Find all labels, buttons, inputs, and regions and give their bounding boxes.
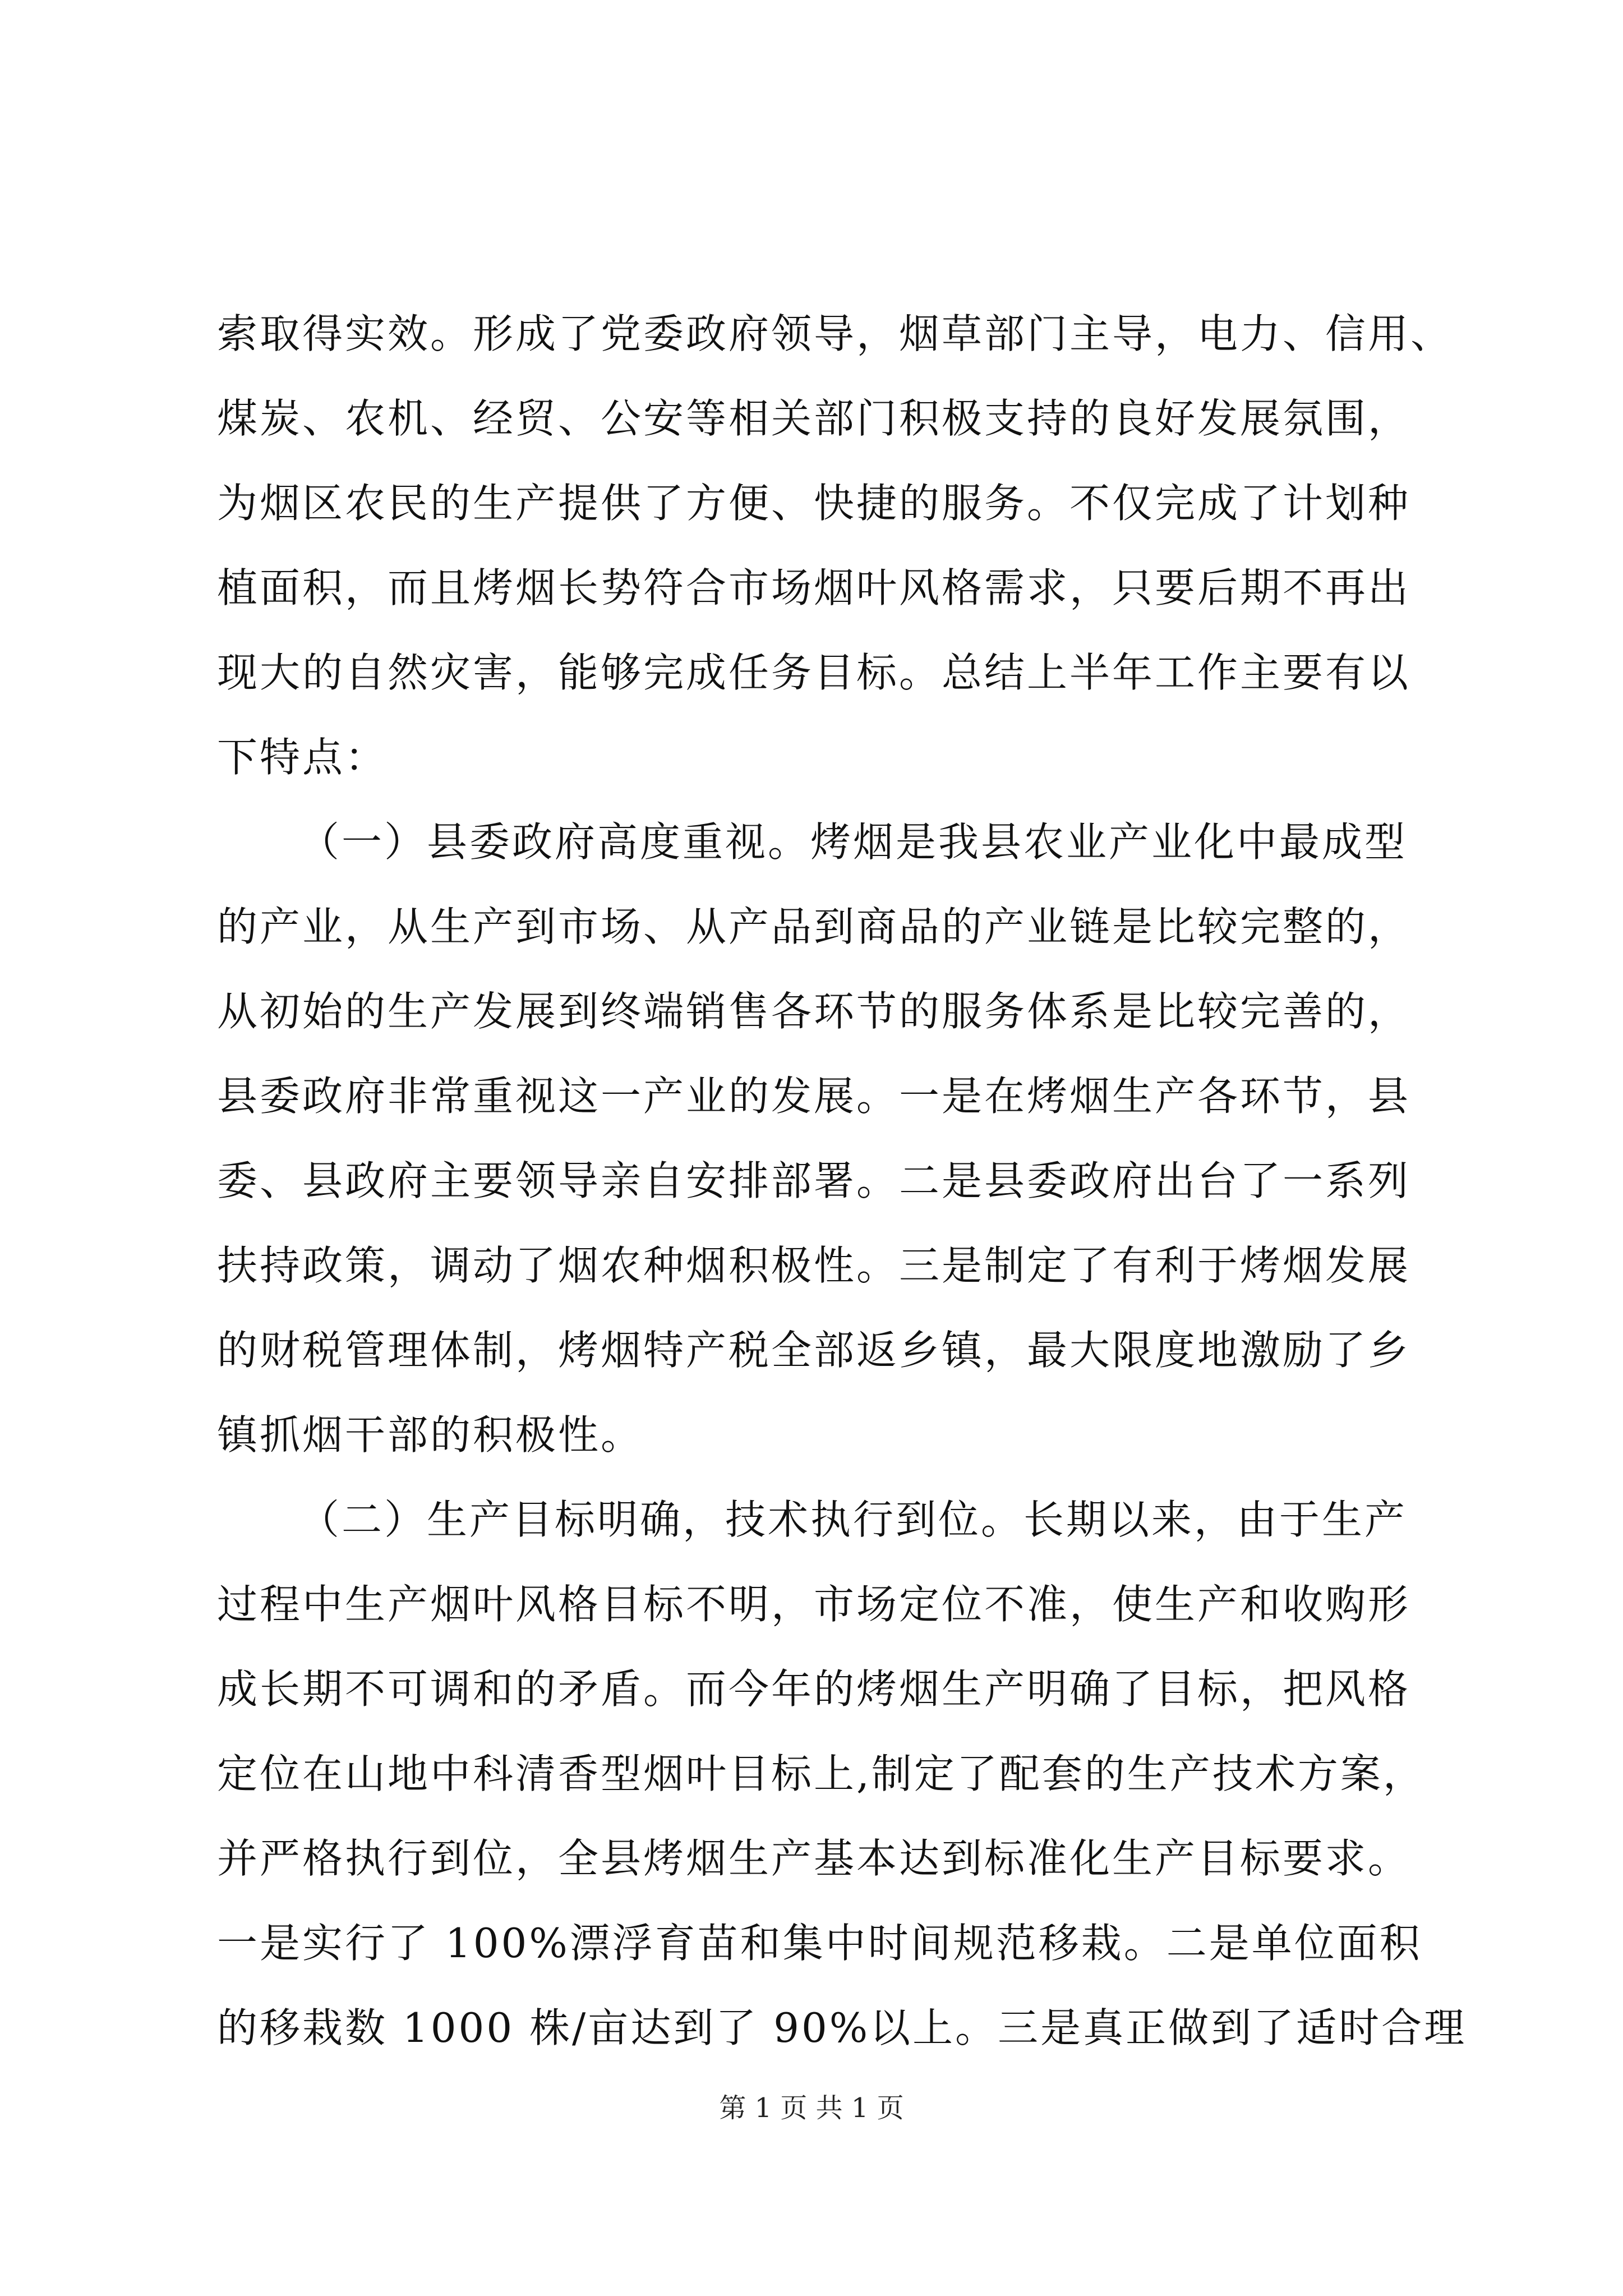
paragraph-heading-1: （一）县委政府高度重视。烤烟是我县农业产业化中最成型 xyxy=(299,818,1408,866)
page-footer xyxy=(0,2091,1623,2125)
text-line: 委、县政府主要领导亲自安排部署。二是县委政府出台了一系列 xyxy=(217,1157,1411,1204)
text-line: 索取得实效。形成了党委政府领导，烟草部门主导，电力、信用、 xyxy=(217,310,1454,357)
text-line: 下特点： xyxy=(217,734,388,781)
text-line: 扶持政策，调动了烟农种烟积极性。三是制定了有利于烤烟发展 xyxy=(217,1242,1411,1289)
text-line: 镇抓烟干部的积极性。 xyxy=(217,1411,644,1458)
text-line: 现大的自然灾害，能够完成任务目标。总结上半年工作主要有以 xyxy=(217,649,1411,696)
text-line: 成长期不可调和的矛盾。而今年的烤烟生产明确了目标，把风格 xyxy=(217,1665,1411,1713)
text-line: 的财税管理体制，烤烟特产税全部返乡镇，最大限度地激励了乡 xyxy=(217,1327,1411,1374)
text-line: 县委政府非常重视这一产业的发展。一是在烤烟生产各环节，县 xyxy=(217,1073,1411,1120)
text-line: 从初始的生产发展到终端销售各环节的服务体系是比较完善的， xyxy=(217,988,1411,1035)
text-line: 植面积，而且烤烟长势符合市场烟叶风格需求，只要后期不再出 xyxy=(217,564,1411,611)
text-line: 为烟区农民的生产提供了方便、快捷的服务。不仅完成了计划种 xyxy=(217,480,1411,527)
text-line: 的移栽数 1000 株/亩达到了 90%以上。三是真正做到了适时合理 xyxy=(217,2004,1467,2051)
text-line: 过程中生产烟叶风格目标不明，市场定位不准，使生产和收购形 xyxy=(217,1581,1411,1628)
text-line: 定位在山地中科清香型烟叶目标上,制定了配套的生产技术方案， xyxy=(217,1750,1426,1797)
text-line: 一是实行了 100%漂浮育苗和集中时间规范移栽。二是单位面积 xyxy=(217,1920,1422,1967)
paragraph-heading-2: （二）生产目标明确，技术执行到位。长期以来，由于生产 xyxy=(299,1496,1408,1543)
text-line: 并严格执行到位，全县烤烟生产基本达到标准化生产目标要求。 xyxy=(217,1835,1411,1882)
text-line: 的产业，从生产到市场、从产品到商品的产业链是比较完整的， xyxy=(217,903,1411,950)
body-text xyxy=(217,292,1467,2070)
text-line: 煤炭、农机、经贸、公安等相关部门积极支持的良好发展氛围， xyxy=(217,395,1411,442)
page-number-label: 第 1 页 共 1 页 xyxy=(719,2092,904,2124)
